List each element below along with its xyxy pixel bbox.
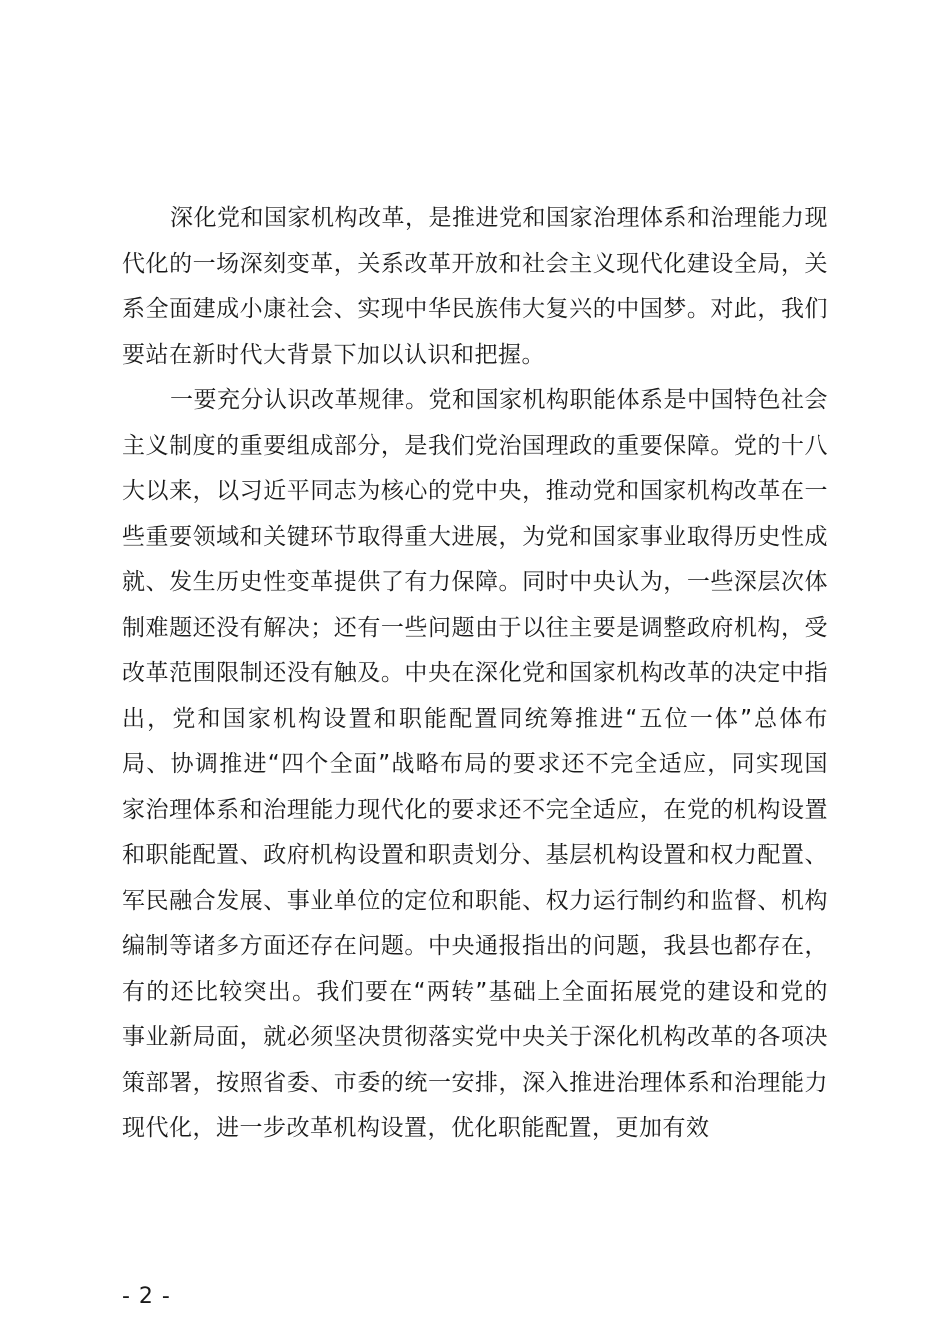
document-body xyxy=(122,196,828,1152)
paragraph-intro: 深化党和国家机构改革，是推进党和国家治理体系和治理能力现代化的一场深刻变革，关系改革开放和社会主义现代化建设全局，关系全面建成小康社会、实现中华民族伟大复兴的中国梦。对此，我们要站在新时代大背景下加以认识和把握。 xyxy=(122,205,828,368)
paragraph-reform-rules: 一要充分认识改革规律。党和国家机构职能体系是中国特色社会主义制度的重要组成部分，是我们党治国理政的重要保障。党的十八大以来，以习近平同志为核心的党中央，推动党和国家机构改革在一些重要领域和关键环节取得重大进展，为党和国家事业取得历史性成就、发生历史性变革提供了有力保障。同时中央认为，一些深层次体制难题还没有解决；还有一些问题由于以往主要是调整政府机构，受改革范围限制还没有触及。中央在深化党和国家机构改革的决定中指出，党和国家机构设置和职能配置同统筹推进“五位一体”总体布局、协调推进“四个全面”战略布局的要求还不完全适应，同实现国家治理体系和治理能力现代化的要求还不完全适应，在党的机构设置和职能配置、政府机构设置和职责划分、基层机构设置和权力配置、军民融合发展、事业单位的定位和职能、权力运行制约和监督、机构编制等诸多方面还存在问题。中央通报指出的问题，我县也都存在，有的还比较突出。我们要在“两转”基础上全面拓展党的建设和党的事业新局面，就必须坚决贯彻落实党中央关于深化机构改革的各项决策部署，按照省委、市委的统一安排，深入推进治理体系和治理能力现代化，进一步改革机构设置，优化职能配置，更加有效 xyxy=(122,387,828,1141)
page-number: - 2 - xyxy=(122,1284,171,1309)
